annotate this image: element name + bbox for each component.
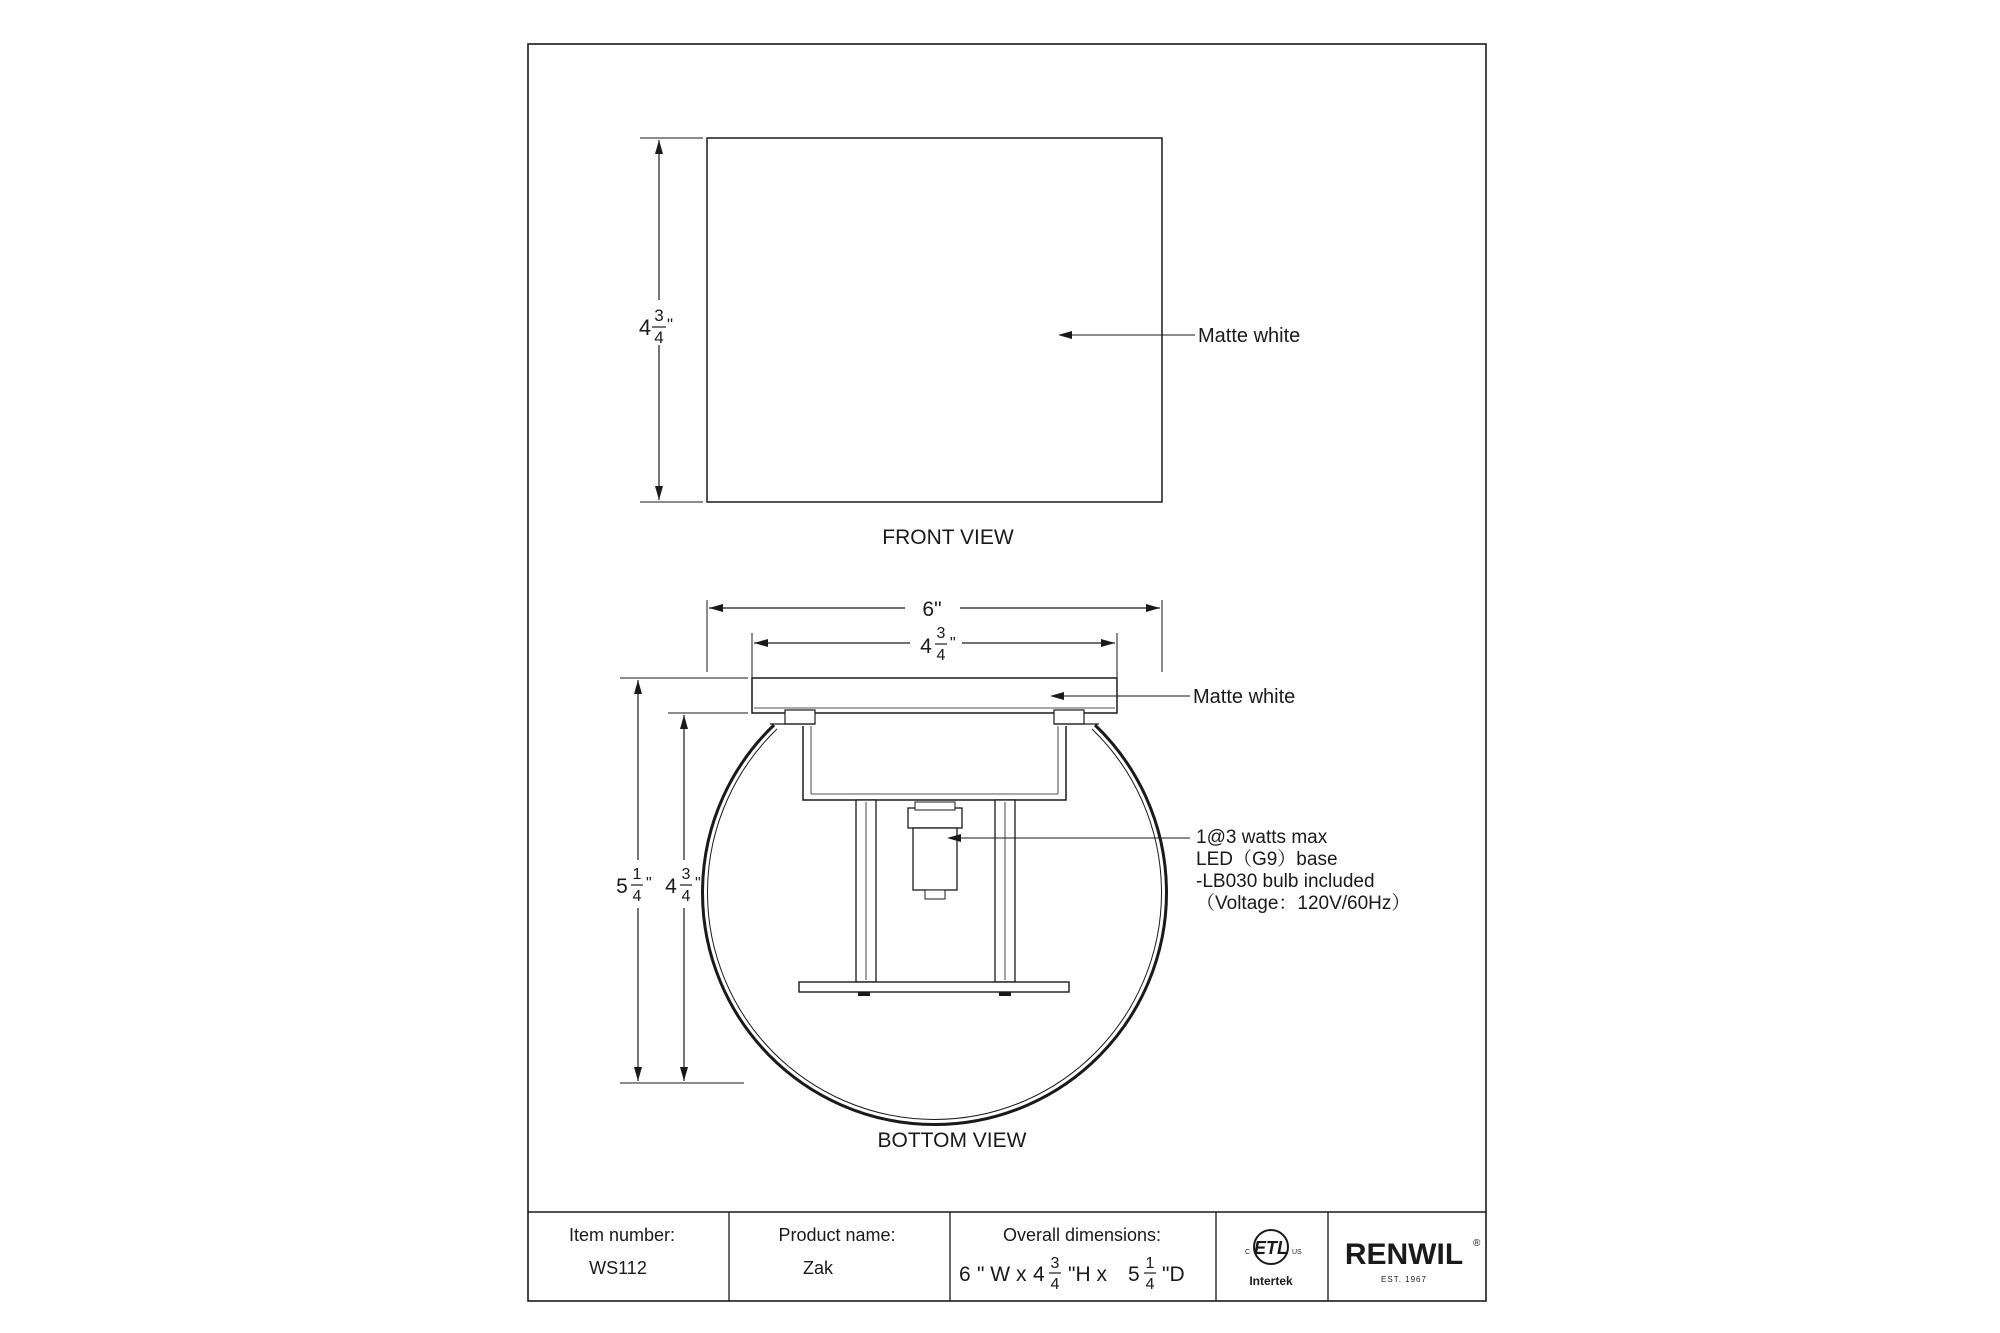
svg-text:C: C (1244, 1249, 1250, 1256)
svg-text:-LB030 bulb included: -LB030 bulb included (1196, 871, 1375, 892)
svg-text:4: 4 (1050, 1276, 1060, 1293)
svg-text:": " (667, 315, 674, 334)
svg-text:5: 5 (616, 875, 628, 898)
bottom-plate (799, 982, 1069, 992)
svg-text:Intertek: Intertek (1249, 1274, 1293, 1288)
svg-text:"H x: "H x (1068, 1263, 1107, 1286)
front-finish-label: Matte white (1198, 325, 1301, 347)
svg-text:LED（G9）base: LED（G9）base (1196, 849, 1338, 870)
svg-text:3: 3 (654, 306, 664, 325)
item-number-label: Item number: (568, 1225, 676, 1245)
svg-text:4: 4 (1145, 1276, 1155, 1293)
product-name-value: Zak (802, 1258, 834, 1278)
overall-dimensions-label: Overall dimensions: (1002, 1225, 1162, 1245)
item-number-value: WS112 (589, 1258, 647, 1278)
svg-text:EST. 1967: EST. 1967 (1381, 1275, 1427, 1284)
svg-text:"D: "D (1162, 1263, 1185, 1286)
svg-text:4: 4 (638, 315, 652, 340)
svg-text:" W x: " W x (977, 1263, 1027, 1286)
bottom-finish-label: Matte white (1193, 686, 1296, 708)
svg-text:3: 3 (936, 625, 946, 642)
bottom-view-title: BOTTOM VIEW (877, 1129, 1027, 1152)
svg-text:3: 3 (681, 866, 691, 883)
svg-text:4: 4 (681, 888, 691, 905)
product-name-label: Product name: (778, 1225, 896, 1245)
svg-text:": " (646, 875, 652, 892)
svg-text:": " (695, 875, 701, 892)
svg-text:®: ® (1473, 1238, 1481, 1249)
svg-text:1: 1 (1145, 1255, 1155, 1272)
bulb-socket (908, 808, 962, 828)
bottom-width-label: 6" (922, 598, 942, 621)
svg-text:4: 4 (1033, 1263, 1045, 1286)
svg-text:ETL: ETL (1254, 1238, 1288, 1258)
svg-text:": " (950, 635, 956, 652)
svg-text:（Voltage：120V/60Hz）: （Voltage：120V/60Hz） (1196, 893, 1411, 914)
svg-text:1: 1 (632, 866, 642, 883)
svg-text:4: 4 (936, 647, 946, 664)
svg-text:4: 4 (665, 875, 677, 898)
svg-text:3: 3 (1050, 1255, 1060, 1272)
svg-text:RENWIL: RENWIL (1344, 1238, 1464, 1271)
svg-text:5: 5 (1128, 1263, 1140, 1286)
svg-text:1@3 watts max: 1@3 watts max (1196, 827, 1328, 848)
svg-text:US: US (1292, 1249, 1302, 1256)
svg-text:4: 4 (632, 888, 642, 905)
front-view-title: FRONT VIEW (882, 526, 1014, 549)
svg-text:4: 4 (654, 328, 664, 347)
svg-text:4: 4 (920, 635, 932, 658)
svg-text:6: 6 (959, 1263, 971, 1286)
